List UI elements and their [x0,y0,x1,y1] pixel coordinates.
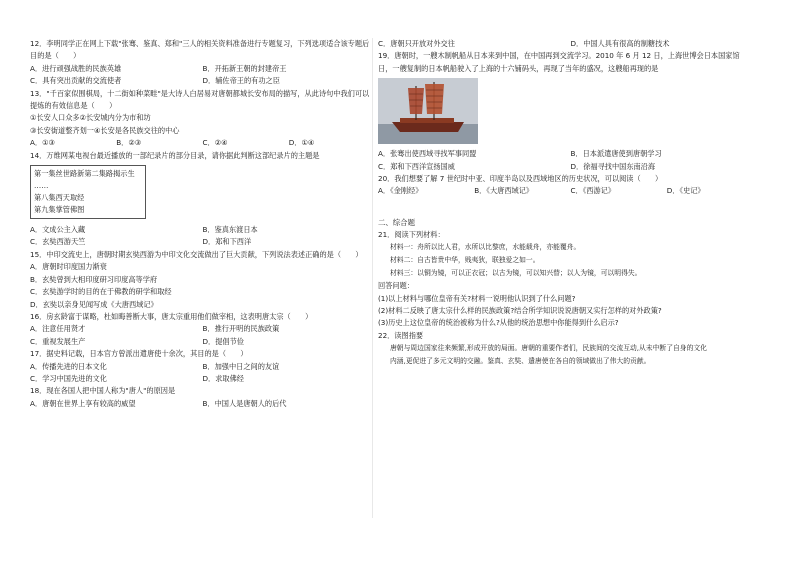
q13-option-c: C．②④ [202,138,228,148]
q16-stem: 16．房玄龄富于谋略，杜如晦善断大事，唐太宗重用他们做宰相，这表明唐太宗（ ） [30,311,313,321]
q18-option-a: A．唐朝在世界上享有较高的威望 [30,398,136,408]
q14-catalog-item: 第九集掌管佛图 [34,205,85,215]
q17-options-row2 [30,373,375,385]
q12-stem: 12．李明同学正在网上下载"张骞、鉴真、郑和"三人的相关资料准备进行专题复习，下列选项适合该专题后 [30,39,370,48]
q17-option-d: D．求取佛经 [202,373,244,383]
q13-options [30,137,375,149]
q21-material-1: 材料一：舟所以比人君，水所以比黎庶，水能载舟，亦能覆舟。 [390,243,581,252]
q13-option-a: A．①③ [30,138,55,148]
q14-option-a: A．文成公主入藏 [30,225,86,235]
q19-option-a: A．张骞出使西域寻找军事同盟 [378,149,477,159]
q19-options-row2 [378,161,763,173]
q17-options-row1 [30,361,375,373]
q20-options [378,185,763,197]
q18-option-d: D．中国人具有很高的制糖技术 [570,39,670,48]
q19-option-b: B．日本派遣唐使到唐朝学习 [570,149,662,159]
q13-statement-2: ③长安街道整齐划一④长安是各民族交往的中心 [30,125,180,135]
q17-option-b: B．加强中日之间的友谊 [202,361,280,371]
section-heading: 二、综合题 [378,217,415,227]
junk-ship-illustration [378,78,478,144]
q15-option-d: D．玄奘以亲身见闻写成《大唐西域记》 [30,299,158,309]
q22-text-line-2: 内涵,更促进了多元文明的交融。鉴真、玄奘、遣唐使在各自的领域做出了伟大的贡献。 [390,356,651,365]
q16-options-row1 [30,323,375,335]
q12-options-row1 [30,63,375,75]
q16-option-c: C．重视发展生产 [30,336,86,346]
q14-catalog-box [30,165,146,219]
q18-options-row1 [30,398,375,410]
q14-options-row2 [30,236,375,248]
q20-option-a: A．《金刚经》 [378,186,423,196]
q12-options-row2 [30,75,375,87]
q20-option-d: D．《史记》 [666,186,705,196]
q21-material-2: 材料二：自古皆贵中华，贱夷狄，联独爱之如一。 [390,256,540,265]
q19-option-c: C．郑和下西洋宣扬国威 [378,161,455,171]
left-column [30,38,375,410]
q13-option-d: D．①④ [288,138,315,148]
q19-stem-cont: 日，一艘复制的日本帆船驶入了上海的十六铺码头，再现了当年的盛况，这艘船再现的是 [378,63,659,73]
q18-option-b: B．中国人是唐朝人的后代 [202,398,287,408]
q14-catalog-ellipsis: …… [34,181,49,191]
right-column [378,38,763,367]
q15-stem: 15．中印交流史上，唐朝时期玄奘西游为中印文化交流做出了巨大贡献，下列说法表述正确的是（ ） [30,249,363,259]
q21-material-3: 材料三：以铜为镜，可以正衣冠；以古为镜，可以知兴替；以人为镜，可以明得失。 [390,269,642,278]
q20-stem: 20．我们想要了解 7 世纪时中亚、印度半岛以及西域地区的历史状况，可以阅读（ ） [378,174,663,184]
q20-option-b: B．《大唐西域记》 [474,186,534,196]
q21-ask: 回答问题： [378,281,414,291]
q14-option-d: D．郑和下西洋 [202,237,252,247]
q15-option-a: A．唐朝时印度国力渐衰 [30,262,107,272]
q13-statement-1: ①长安人口众多②长安城内分为市和坊 [30,113,151,123]
q12-option-d: D．辅佐帝王的有功之臣 [202,76,280,86]
q14-options-row1 [30,224,375,236]
q14-option-b: B．鉴真东渡日本 [202,225,258,235]
q19-stem: 19．唐朝时，一艘木制帆船从日本来到中国，在中国再到交流学习。2010 年 6 月 12 日，上海世博会日本国家馆 [378,51,740,61]
ship-photo [378,78,478,144]
q16-option-d: D．提倡节俭 [202,336,244,346]
q14-catalog-item: 第八集西天取经 [34,193,85,203]
q12-option-c: C．具有突出贡献的交流使者 [30,76,122,86]
q12-option-a: A．进行顽强战胜的民族英雄 [30,63,122,73]
q21-part-1: (1)以上材料与哪位皇帝有关?材料一说明他认识到了什么问题? [378,293,576,303]
q13-stem: 13．"千百家似围棋局，十二街如种菜畦"是大诗人白居易对唐朝都城长安布局的描写，从此诗句中我们可以 [30,88,370,98]
q19-option-d: D．徐福寻找中国东南沿海 [570,161,656,171]
q14-stem: 14．万维网某电视台最近播放的一部纪录片的部分目录，请你据此判断这部纪录片的主题是 [30,150,320,160]
q18-options-row2 [378,38,763,50]
q14-option-c: C．玄奘西游天竺 [30,237,86,247]
q21-intro: 21．阅读下列材料： [378,229,445,239]
q21-part-2: (2)材料二反映了唐太宗什么样的民族政策?结合所学知识说说唐朝又实行怎样的对外政策? [378,306,662,316]
q17-option-a: A．传播先进的日本文化 [30,361,107,371]
q17-option-c: C．学习中国先进的文化 [30,373,107,383]
q15-option-b: B．玄奘曾到大相印度研习印度高等学府 [30,274,158,284]
q22-text-line-1: 唐朝与周边国家往来频繁,形成开放的局面。唐朝的重要作者们，民族间的交流互动,从未中断了自身的文化 [390,344,707,353]
q14-catalog-item: 第一集丝世路新第二集路揭示生 [34,169,135,179]
q13-stem-cont: 提炼的有效信息是（ ） [30,101,117,111]
q17-stem: 17．据史料记载，日本官方曾派出遣唐使十余次，其目的是（ ） [30,349,248,359]
q16-options-row2 [30,336,375,348]
q18-stem: 18．现在各国人把中国人称为"唐人"的原因是 [30,386,176,396]
q22-intro: 22．读图指要 [378,330,424,340]
q19-options-row1 [378,148,763,160]
q13-option-b: B．②③ [116,138,142,148]
q15-option-c: C．玄奘游学时的目的在于佛教的研学和取经 [30,287,172,297]
q16-option-b: B．推行开明的民族政策 [202,324,280,334]
q12-stem-cont: 目的是（ ） [30,51,81,61]
q12-option-b: B．开拓新王朝的封建帝王 [202,63,287,73]
q16-option-a: A．注意任用贤才 [30,324,86,334]
q18-option-c: C．唐朝只开放对外交往 [378,39,455,48]
q20-option-c: C．《西游记》 [570,186,616,196]
q21-part-3: (3)历史上这位皇帝的统治被称为什么?从他的统治思想中你能得到什么启示? [378,318,619,328]
